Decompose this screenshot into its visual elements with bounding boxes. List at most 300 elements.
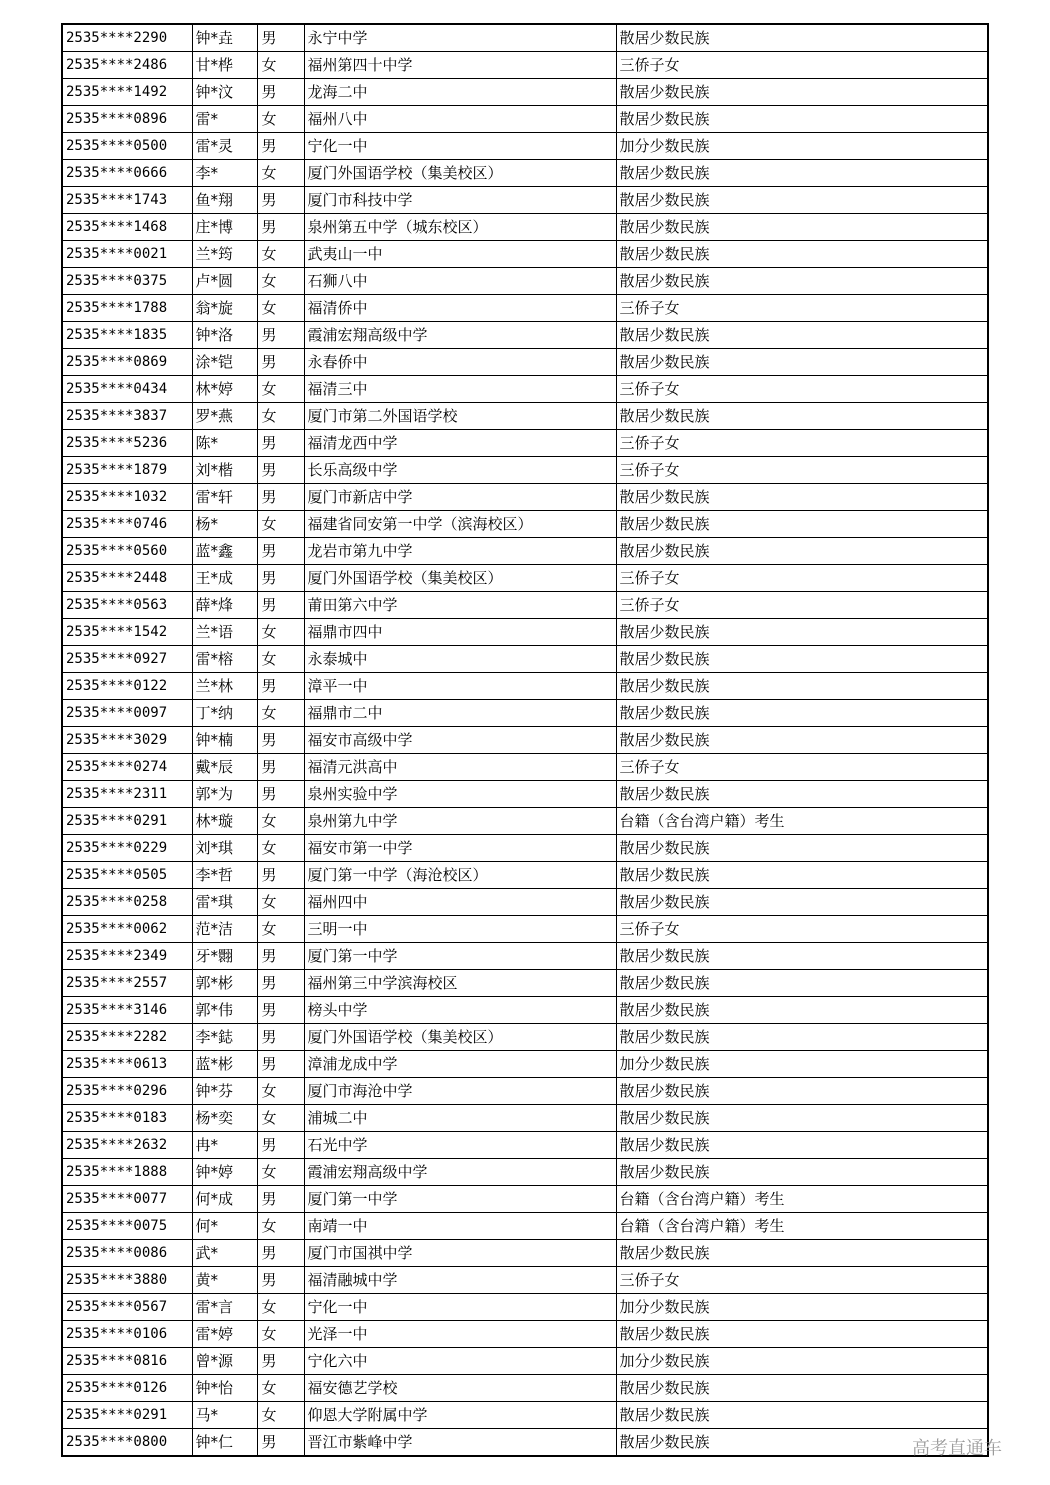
school-cell: 福清侨中 [304,295,616,322]
table-row [62,511,988,538]
candidate-id-cell: 2535****2557 [62,970,192,997]
table-row [62,106,988,133]
name-cell: 钟*洛 [192,322,257,349]
candidate-id-cell: 2535****0927 [62,646,192,673]
candidate-id-cell: 2535****1492 [62,79,192,106]
candidate-id-cell: 2535****0375 [62,268,192,295]
gender-cell: 男 [257,1267,304,1294]
table-row [62,1159,988,1186]
name-cell: 甘*桦 [192,52,257,79]
category-cell: 散居少数民族 [616,1024,988,1051]
candidate-id-cell: 2535****0229 [62,835,192,862]
gender-cell: 女 [257,241,304,268]
candidate-id-cell: 2535****0021 [62,241,192,268]
table-row [62,268,988,295]
table-row [62,295,988,322]
table-row [62,79,988,106]
school-cell: 厦门市新店中学 [304,484,616,511]
table-row [62,538,988,565]
candidate-id-cell: 2535****0183 [62,1105,192,1132]
category-cell: 加分少数民族 [616,1348,988,1375]
gender-cell: 女 [257,835,304,862]
gender-cell: 女 [257,1105,304,1132]
name-cell: 李*哲 [192,862,257,889]
candidate-id-cell: 2535****0296 [62,1078,192,1105]
candidate-id-cell: 2535****3146 [62,997,192,1024]
gender-cell: 女 [257,1402,304,1429]
table-row [62,727,988,754]
school-cell: 厦门市科技中学 [304,187,616,214]
category-cell: 散居少数民族 [616,997,988,1024]
name-cell: 钟*怡 [192,1375,257,1402]
category-cell: 三侨子女 [616,430,988,457]
table-row [62,1240,988,1267]
category-cell: 散居少数民族 [616,268,988,295]
table-row [62,754,988,781]
name-cell: 涂*铠 [192,349,257,376]
gender-cell: 男 [257,997,304,1024]
school-cell: 福州八中 [304,106,616,133]
table-row [62,1024,988,1051]
candidate-id-cell: 2535****0077 [62,1186,192,1213]
name-cell: 罗*燕 [192,403,257,430]
category-cell: 散居少数民族 [616,24,988,52]
gender-cell: 女 [257,1321,304,1348]
gender-cell: 男 [257,322,304,349]
candidate-id-cell: 2535****2282 [62,1024,192,1051]
candidate-id-cell: 2535****0666 [62,160,192,187]
gender-cell: 男 [257,673,304,700]
school-cell: 福建省同安第一中学（滨海校区） [304,511,616,538]
gender-cell: 女 [257,511,304,538]
name-cell: 李*鋕 [192,1024,257,1051]
category-cell: 三侨子女 [616,376,988,403]
name-cell: 雷*灵 [192,133,257,160]
gender-cell: 男 [257,1429,304,1457]
candidate-id-cell: 2535****1788 [62,295,192,322]
school-cell: 宁化六中 [304,1348,616,1375]
school-cell: 浦城二中 [304,1105,616,1132]
table-row [62,349,988,376]
school-cell: 厦门外国语学校（集美校区） [304,1024,616,1051]
category-cell: 散居少数民族 [616,781,988,808]
category-cell: 三侨子女 [616,565,988,592]
category-cell: 散居少数民族 [616,1402,988,1429]
name-cell: 郭*伟 [192,997,257,1024]
candidate-id-cell: 2535****0869 [62,349,192,376]
name-cell: 牙*翾 [192,943,257,970]
candidate-id-cell: 2535****3880 [62,1267,192,1294]
gender-cell: 女 [257,808,304,835]
name-cell: 兰*语 [192,619,257,646]
candidate-id-cell: 2535****1542 [62,619,192,646]
name-cell: 范*洁 [192,916,257,943]
school-cell: 三明一中 [304,916,616,943]
table-row [62,1429,988,1457]
gender-cell: 男 [257,24,304,52]
name-cell: 蓝*鑫 [192,538,257,565]
name-cell: 兰*筠 [192,241,257,268]
name-cell: 钟*楠 [192,727,257,754]
gender-cell: 女 [257,1213,304,1240]
table-row [62,160,988,187]
school-cell: 厦门市第二外国语学校 [304,403,616,430]
category-cell: 散居少数民族 [616,187,988,214]
watermark: 高考直通车 [912,1438,1002,1459]
category-cell: 散居少数民族 [616,646,988,673]
name-cell: 钟*仁 [192,1429,257,1457]
table-row [62,862,988,889]
category-cell: 加分少数民族 [616,1051,988,1078]
candidate-id-cell: 2535****0274 [62,754,192,781]
candidate-id-cell: 2535****0560 [62,538,192,565]
name-cell: 刘*琪 [192,835,257,862]
category-cell: 散居少数民族 [616,1375,988,1402]
candidate-id-cell: 2535****2486 [62,52,192,79]
candidate-id-cell: 2535****0563 [62,592,192,619]
table-row [62,808,988,835]
school-cell: 福清三中 [304,376,616,403]
category-cell: 三侨子女 [616,1267,988,1294]
school-cell: 厦门市海沧中学 [304,1078,616,1105]
table-row [62,214,988,241]
category-cell: 三侨子女 [616,754,988,781]
gender-cell: 女 [257,295,304,322]
candidate-id-cell: 2535****2448 [62,565,192,592]
gender-cell: 女 [257,700,304,727]
candidate-id-cell: 2535****1468 [62,214,192,241]
gender-cell: 女 [257,1294,304,1321]
table-row [62,1375,988,1402]
gender-cell: 男 [257,1024,304,1051]
category-cell: 散居少数民族 [616,619,988,646]
table-row [62,781,988,808]
category-cell: 散居少数民族 [616,79,988,106]
table-row [62,835,988,862]
school-cell: 福清融城中学 [304,1267,616,1294]
gender-cell: 男 [257,484,304,511]
candidate-id-cell: 2535****2349 [62,943,192,970]
candidate-id-cell: 2535****5236 [62,430,192,457]
school-cell: 石光中学 [304,1132,616,1159]
table-row [62,1132,988,1159]
table-row [62,1267,988,1294]
name-cell: 雷* [192,106,257,133]
gender-cell: 女 [257,889,304,916]
name-cell: 何* [192,1213,257,1240]
school-cell: 晋江市紫峰中学 [304,1429,616,1457]
school-cell: 武夷山一中 [304,241,616,268]
name-cell: 兰*林 [192,673,257,700]
name-cell: 李* [192,160,257,187]
category-cell: 台籍（含台湾户籍）考生 [616,1186,988,1213]
category-cell: 散居少数民族 [616,943,988,970]
gender-cell: 男 [257,862,304,889]
name-cell: 钟*垚 [192,24,257,52]
category-cell: 散居少数民族 [616,970,988,997]
school-cell: 厦门第一中学 [304,943,616,970]
category-cell: 三侨子女 [616,916,988,943]
category-cell: 散居少数民族 [616,1240,988,1267]
school-cell: 厦门市国祺中学 [304,1240,616,1267]
candidate-id-cell: 2535****0613 [62,1051,192,1078]
name-cell: 雷*榕 [192,646,257,673]
category-cell: 散居少数民族 [616,835,988,862]
table-row [62,646,988,673]
candidate-id-cell: 2535****0075 [62,1213,192,1240]
gender-cell: 男 [257,133,304,160]
category-cell: 散居少数民族 [616,1159,988,1186]
name-cell: 雷*婷 [192,1321,257,1348]
gender-cell: 男 [257,727,304,754]
gender-cell: 男 [257,187,304,214]
category-cell: 散居少数民族 [616,1078,988,1105]
name-cell: 钟*婷 [192,1159,257,1186]
name-cell: 杨*奕 [192,1105,257,1132]
category-cell: 散居少数民族 [616,1429,988,1457]
category-cell: 散居少数民族 [616,484,988,511]
school-cell: 龙岩市第九中学 [304,538,616,565]
gender-cell: 男 [257,349,304,376]
name-cell: 林*璇 [192,808,257,835]
name-cell: 丁*纳 [192,700,257,727]
name-cell: 武* [192,1240,257,1267]
candidate-id-cell: 2535****0258 [62,889,192,916]
name-cell: 雷*琪 [192,889,257,916]
table-row [62,565,988,592]
category-cell: 台籍（含台湾户籍）考生 [616,808,988,835]
category-cell: 散居少数民族 [616,160,988,187]
category-cell: 三侨子女 [616,52,988,79]
candidate-id-cell: 2535****2632 [62,1132,192,1159]
name-cell: 翁*旋 [192,295,257,322]
category-cell: 台籍（含台湾户籍）考生 [616,1213,988,1240]
category-cell: 散居少数民族 [616,322,988,349]
school-cell: 泉州第九中学 [304,808,616,835]
gender-cell: 男 [257,457,304,484]
name-cell: 刘*楷 [192,457,257,484]
school-cell: 永泰城中 [304,646,616,673]
table-row [62,1078,988,1105]
gender-cell: 男 [257,754,304,781]
gender-cell: 男 [257,1051,304,1078]
gender-cell: 男 [257,1348,304,1375]
candidate-id-cell: 2535****0122 [62,673,192,700]
candidate-id-cell: 2535****0896 [62,106,192,133]
category-cell: 散居少数民族 [616,106,988,133]
name-cell: 马* [192,1402,257,1429]
name-cell: 钟*汶 [192,79,257,106]
school-cell: 福鼎市四中 [304,619,616,646]
gender-cell: 男 [257,592,304,619]
category-cell: 散居少数民族 [616,727,988,754]
name-cell: 蓝*彬 [192,1051,257,1078]
candidate-id-cell: 2535****3029 [62,727,192,754]
gender-cell: 女 [257,160,304,187]
school-cell: 厦门第一中学（海沧校区） [304,862,616,889]
category-cell: 散居少数民族 [616,403,988,430]
table-row [62,700,988,727]
candidate-id-cell: 2535****0500 [62,133,192,160]
table-row [62,1186,988,1213]
name-cell: 雷*轩 [192,484,257,511]
name-cell: 卢*圆 [192,268,257,295]
candidate-id-cell: 2535****0800 [62,1429,192,1457]
school-cell: 福州第四十中学 [304,52,616,79]
table-row [62,1051,988,1078]
gender-cell: 女 [257,403,304,430]
gender-cell: 男 [257,430,304,457]
gender-cell: 男 [257,538,304,565]
table-row [62,970,988,997]
gender-cell: 女 [257,646,304,673]
table-row [62,241,988,268]
gender-cell: 男 [257,1186,304,1213]
gender-cell: 男 [257,79,304,106]
school-cell: 漳平一中 [304,673,616,700]
school-cell: 龙海二中 [304,79,616,106]
table-row [62,916,988,943]
school-cell: 福州四中 [304,889,616,916]
table-row [62,592,988,619]
gender-cell: 女 [257,619,304,646]
table-row [62,889,988,916]
candidate-id-cell: 2535****0291 [62,1402,192,1429]
school-cell: 宁化一中 [304,133,616,160]
category-cell: 三侨子女 [616,295,988,322]
candidate-id-cell: 2535****0097 [62,700,192,727]
school-cell: 福鼎市二中 [304,700,616,727]
candidate-id-cell: 2535****1835 [62,322,192,349]
school-cell: 福清元洪高中 [304,754,616,781]
category-cell: 散居少数民族 [616,214,988,241]
gender-cell: 男 [257,781,304,808]
name-cell: 何*成 [192,1186,257,1213]
school-cell: 漳浦龙成中学 [304,1051,616,1078]
name-cell: 戴*辰 [192,754,257,781]
category-cell: 散居少数民族 [616,673,988,700]
table-row [62,187,988,214]
school-cell: 泉州第五中学（城东校区） [304,214,616,241]
school-cell: 厦门外国语学校（集美校区） [304,565,616,592]
gender-cell: 女 [257,1159,304,1186]
category-cell: 散居少数民族 [616,889,988,916]
school-cell: 永春侨中 [304,349,616,376]
name-cell: 林*婷 [192,376,257,403]
candidate-id-cell: 2535****0434 [62,376,192,403]
candidate-id-cell: 2535****2290 [62,24,192,52]
table-row [62,322,988,349]
name-cell: 庄*博 [192,214,257,241]
candidate-id-cell: 2535****1032 [62,484,192,511]
name-cell: 雷*言 [192,1294,257,1321]
table-row [62,1105,988,1132]
school-cell: 仰恩大学附属中学 [304,1402,616,1429]
category-cell: 散居少数民族 [616,349,988,376]
gender-cell: 男 [257,214,304,241]
table-row [62,24,988,52]
gender-cell: 女 [257,52,304,79]
candidate-id-cell: 2535****1879 [62,457,192,484]
name-cell: 钟*芬 [192,1078,257,1105]
candidate-id-cell: 2535****2311 [62,781,192,808]
category-cell: 散居少数民族 [616,241,988,268]
roster-rows [62,24,988,1456]
category-cell: 散居少数民族 [616,538,988,565]
gender-cell: 女 [257,1078,304,1105]
gender-cell: 男 [257,565,304,592]
gender-cell: 男 [257,1132,304,1159]
gender-cell: 女 [257,1375,304,1402]
table-row [62,52,988,79]
name-cell: 王*成 [192,565,257,592]
category-cell: 散居少数民族 [616,1132,988,1159]
name-cell: 陈* [192,430,257,457]
candidate-id-cell: 2535****0505 [62,862,192,889]
school-cell: 永宁中学 [304,24,616,52]
name-cell: 鱼*翔 [192,187,257,214]
category-cell: 三侨子女 [616,457,988,484]
gender-cell: 男 [257,1240,304,1267]
school-cell: 南靖一中 [304,1213,616,1240]
candidate-id-cell: 2535****0567 [62,1294,192,1321]
gender-cell: 女 [257,268,304,295]
table-row [62,1213,988,1240]
gender-cell: 女 [257,376,304,403]
name-cell: 郭*为 [192,781,257,808]
table-row [62,1321,988,1348]
table-row [62,484,988,511]
gender-cell: 男 [257,943,304,970]
table-row [62,1348,988,1375]
roster-sheet [61,23,989,1457]
category-cell: 加分少数民族 [616,133,988,160]
candidate-id-cell: 2535****0086 [62,1240,192,1267]
school-cell: 泉州实验中学 [304,781,616,808]
candidate-id-cell: 2535****3837 [62,403,192,430]
gender-cell: 男 [257,970,304,997]
gender-cell: 女 [257,106,304,133]
school-cell: 厦门第一中学 [304,1186,616,1213]
candidate-id-cell: 2535****0291 [62,808,192,835]
school-cell: 霞浦宏翔高级中学 [304,322,616,349]
table-row [62,403,988,430]
candidate-id-cell: 2535****0062 [62,916,192,943]
category-cell: 加分少数民族 [616,1294,988,1321]
school-cell: 福安市高级中学 [304,727,616,754]
name-cell: 薛*烽 [192,592,257,619]
category-cell: 散居少数民族 [616,700,988,727]
school-cell: 长乐高级中学 [304,457,616,484]
school-cell: 石狮八中 [304,268,616,295]
school-cell: 榜头中学 [304,997,616,1024]
school-cell: 福安市第一中学 [304,835,616,862]
school-cell: 福州第三中学滨海校区 [304,970,616,997]
candidate-id-cell: 2535****0126 [62,1375,192,1402]
category-cell: 散居少数民族 [616,1321,988,1348]
table-row [62,1294,988,1321]
name-cell: 黄* [192,1267,257,1294]
name-cell: 冉* [192,1132,257,1159]
table-row [62,943,988,970]
name-cell: 杨* [192,511,257,538]
category-cell: 三侨子女 [616,592,988,619]
school-cell: 福清龙西中学 [304,430,616,457]
candidate-id-cell: 2535****1888 [62,1159,192,1186]
name-cell: 郭*彬 [192,970,257,997]
table-row [62,133,988,160]
name-cell: 曾*源 [192,1348,257,1375]
